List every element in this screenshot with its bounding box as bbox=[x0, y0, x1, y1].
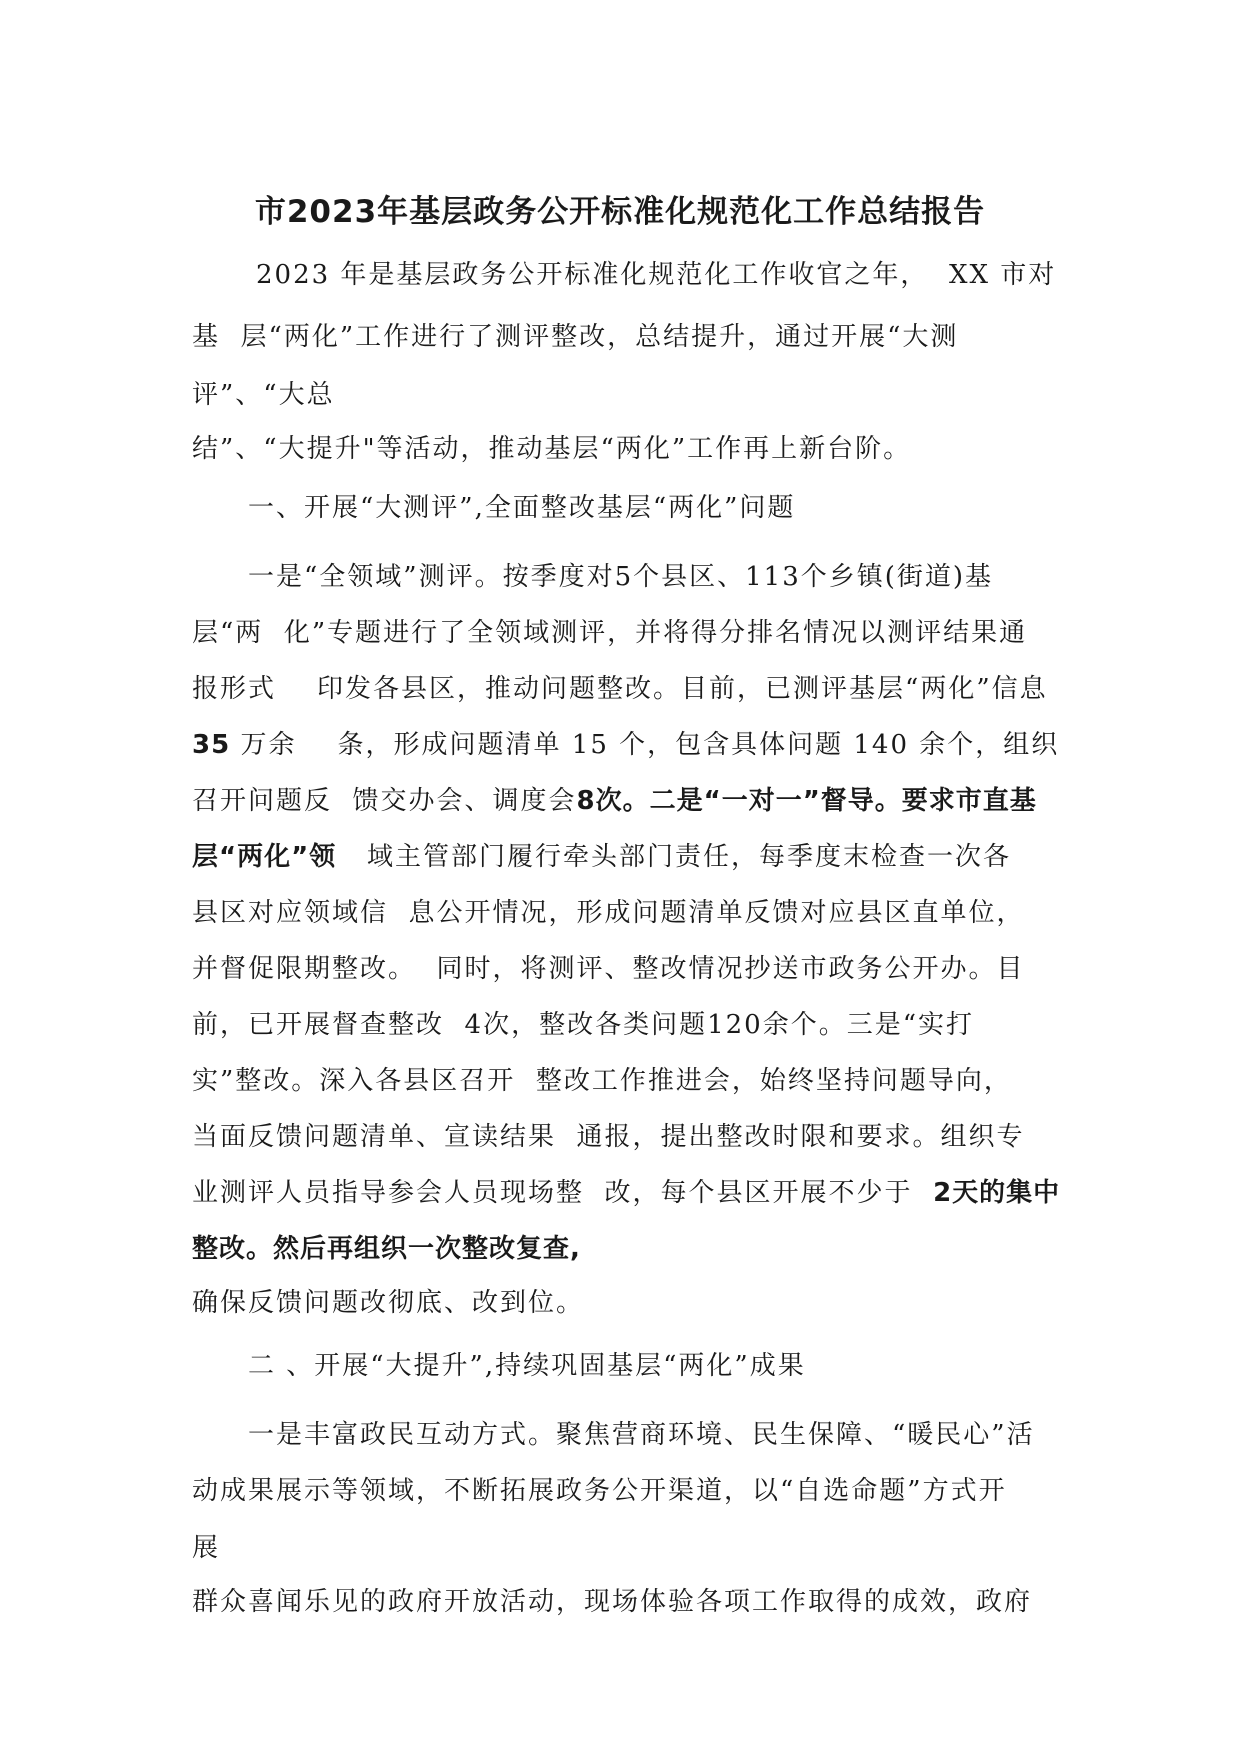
text-line bbox=[192, 840, 1011, 874]
text-segment: 一、开展“大测评”,全面整改基层“两化”问题 bbox=[248, 493, 796, 523]
text-segment: 域主管部门履行牵头部门责任，每季度末检查一次各 bbox=[336, 842, 1011, 872]
text-line bbox=[192, 1232, 581, 1266]
text-segment: 2023 年是基层政务公开标准化规范化工作收官之年， XX 市对 bbox=[256, 260, 1057, 290]
text-line bbox=[192, 378, 335, 412]
text-line bbox=[192, 616, 1027, 650]
text-line bbox=[192, 1064, 1012, 1098]
text-segment: 评”、“大总 bbox=[192, 380, 335, 410]
text-line bbox=[192, 1120, 1025, 1154]
text-segment: 当面反馈问题清单、宣读结果 通报，提出整改时限和要求。组织专 bbox=[192, 1122, 1025, 1152]
text-segment: 报形式 印发各县区，推动问题整改。目前，已测评基层“两化”信息 bbox=[192, 674, 1048, 704]
text-segment: 二 、开展“大提升”,持续巩固基层“两化”成果 bbox=[248, 1351, 806, 1381]
text-line bbox=[248, 1418, 1035, 1452]
text-line bbox=[192, 1474, 1007, 1508]
text-segment: 一是丰富政民互动方式。聚焦营商环境、民生保障、“暖民心”活 bbox=[248, 1420, 1035, 1450]
text-line bbox=[248, 560, 993, 594]
text-segment: 层“两 化”专题进行了全领域测评，并将得分排名情况以测评结果通 bbox=[192, 618, 1028, 648]
bold-text-segment: 35 bbox=[192, 730, 231, 760]
text-segment: 群众喜闻乐见的政府开放活动，现场体验各项工作取得的成效，政府 bbox=[192, 1587, 1033, 1617]
bold-text-segment: 8次。二是“一对一”督导。要求市直基 bbox=[576, 786, 1037, 816]
document-title: 市2023年基层政务公开标准化规范化工作总结报告 bbox=[254, 194, 986, 230]
text-line bbox=[192, 728, 1059, 762]
text-line bbox=[192, 672, 1048, 706]
text-segment: 前，已开展督查整改 4次，整改各类问题120余个。三是“实打 bbox=[192, 1010, 974, 1040]
text-line bbox=[248, 491, 795, 525]
text-line bbox=[192, 1585, 1032, 1619]
text-line bbox=[192, 1531, 220, 1565]
text-segment: 一是“全领域”测评。按季度对5个县区、113个乡镇(街道)基 bbox=[248, 562, 994, 592]
text-segment: 县区对应领域信 息公开情况，形成问题清单反馈对应县区直单位， bbox=[192, 898, 1025, 928]
text-segment: 召开问题反 馈交办会、调度会 bbox=[192, 786, 577, 816]
text-line bbox=[192, 1286, 584, 1320]
text-line bbox=[192, 896, 1025, 930]
text-segment: 动成果展示等领域，不断拓展政务公开渠道，以“自选命题”方式开 bbox=[192, 1476, 1007, 1506]
text-segment: 实”整改。深入各县区召开 整改工作推进会，始终坚持问题导向， bbox=[192, 1066, 1012, 1096]
text-line bbox=[192, 784, 1037, 818]
text-line bbox=[192, 1008, 974, 1042]
text-line bbox=[192, 1176, 1060, 1210]
text-segment: 展 bbox=[192, 1533, 221, 1563]
bold-text-segment: 层“两化”领 bbox=[192, 842, 337, 872]
bold-text-segment: 2天的集中 bbox=[933, 1178, 1061, 1208]
text-segment: 业测评人员指导参会人员现场整 改，每个县区开展不少于 bbox=[192, 1178, 934, 1208]
text-segment: 结”、“大提升"等活动，推动基层“两化”工作再上新台阶。 bbox=[192, 434, 912, 464]
text-line bbox=[192, 952, 1025, 986]
text-segment: 万余 条，形成问题清单 15 个，包含具体问题 140 余个，组织 bbox=[230, 730, 1060, 760]
text-line bbox=[192, 432, 911, 466]
text-segment: 确保反馈问题改彻底、改到位。 bbox=[192, 1288, 585, 1318]
bold-text-segment: 整改。然后再组织一次整改复查, bbox=[192, 1234, 581, 1264]
text-line bbox=[192, 320, 958, 354]
text-line bbox=[256, 258, 1056, 292]
text-line bbox=[248, 1349, 806, 1383]
text-segment: 基 层“两化”工作进行了测评整改，总结提升，通过开展“大测 bbox=[192, 322, 959, 352]
text-segment: 并督促限期整改。 同时，将测评、整改情况抄送市政务公开办。目 bbox=[192, 954, 1025, 984]
